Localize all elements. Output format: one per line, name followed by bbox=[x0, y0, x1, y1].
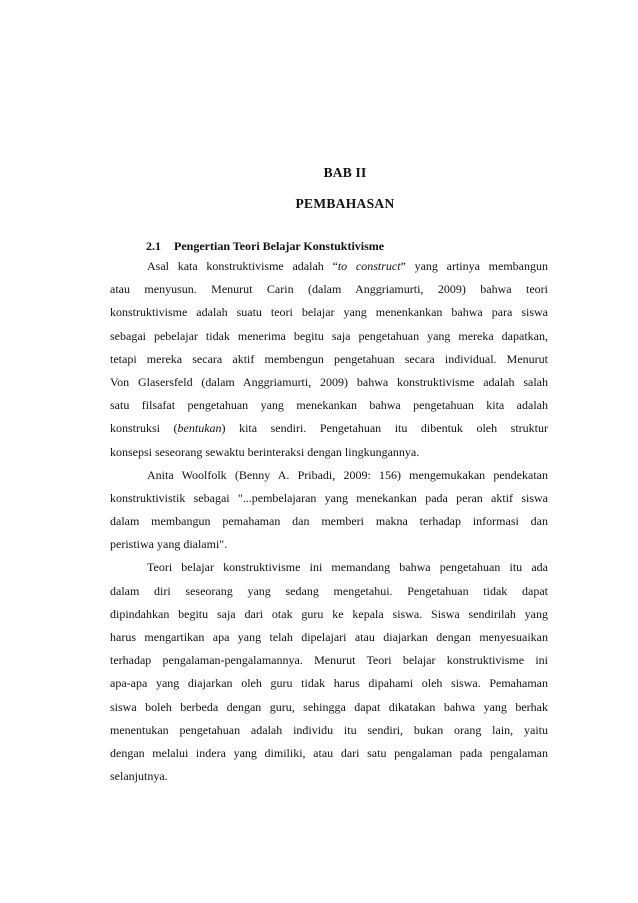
text-line: dipindahkan begitu saja dari otak guru ke kepala siswa. Siswa sendirilah yang bbox=[110, 606, 548, 621]
text-line: tetapi mereka secara aktif membengun pengetahuan secara individual. Menurut bbox=[110, 351, 548, 366]
text-line: menentukan pengetahuan adalah individu itu sendiri, bukan orang lain, yaitu bbox=[110, 722, 548, 737]
text-line: konsepsi seseorang sewaktu berinteraksi dengan lingkungannya. bbox=[110, 444, 420, 459]
section-heading bbox=[146, 239, 384, 254]
text-line: siswa boleh berbeda dengan guru, sehingga dapat dikatakan bahwa yang berhak bbox=[110, 699, 548, 714]
text-line: atau menyusun. Menurut Carin (dalam Anggriamurti, 2009) bahwa teori bbox=[110, 282, 548, 297]
body-text bbox=[110, 255, 548, 788]
section-title: Pengertian Teori Belajar Konstuktivisme bbox=[174, 239, 385, 253]
text-line: dengan melalui indera yang dimiliki, atau dari satu pengalaman pada pengalaman bbox=[110, 745, 548, 760]
text-line: konstruktivisme adalah suatu teori belajar yang menenkankan bahwa para siswa bbox=[110, 305, 548, 320]
section-number: 2.1 bbox=[146, 239, 161, 253]
text-line: terhadap pengalaman-pengalamannya. Menurut Teori belajar konstruktivisme ini bbox=[110, 653, 548, 668]
text-line: selanjutnya. bbox=[110, 769, 168, 784]
text-line: Von Glasersfeld (dalam Anggriamurti, 2009) bahwa konstruktivisme adalah salah bbox=[110, 374, 548, 389]
text-line: dalam diri seseorang yang sedang mengetahui. Pengetahuan tidak dapat bbox=[110, 583, 548, 598]
text-line: sebagai pebelajar tidak menerima begitu saja pengetahuan yang mereka dapatkan, bbox=[110, 328, 548, 343]
text-line: konstruktivistik sebagai "...pembelajaran yang menekankan pada peran aktif siswa bbox=[110, 490, 548, 505]
italic-term: to construct bbox=[337, 259, 401, 273]
italic-term: bentukan bbox=[177, 421, 222, 436]
text-line: satu filsafat pengetahuan yang menekankan bahwa pengetahuan kita adalah bbox=[110, 398, 548, 413]
text-line: dalam membangun pemahaman dan memberi makna terhadap informasi dan bbox=[110, 514, 548, 529]
text-line: Anita Woolfolk (Benny A. Pribadi, 2009: 156) mengemukakan pendekatan bbox=[147, 467, 548, 482]
text-line: Teori belajar konstruktivisme ini memandang bahwa pengetahuan itu ada bbox=[147, 560, 548, 575]
text-line: peristiwa yang dialami". bbox=[110, 537, 228, 552]
text-line: harus mengartikan apa yang telah dipelajari atau diajarkan dengan menyesuaikan bbox=[110, 630, 548, 644]
text-line: apa-apa yang diajarkan oleh guru tidak harus dipahami oleh siswa. Pemahaman bbox=[110, 676, 548, 691]
chapter-title: PEMBAHASAN bbox=[295, 196, 395, 211]
text-line: Asal kata konstruktivisme adalah “to construct” yang artinya membangun bbox=[147, 259, 548, 273]
chapter-number: BAB II bbox=[323, 165, 367, 180]
text-line: konstruksi (bentukan) kita sendiri. Pengetahuan itu dibentuk oleh struktur bbox=[110, 421, 548, 436]
